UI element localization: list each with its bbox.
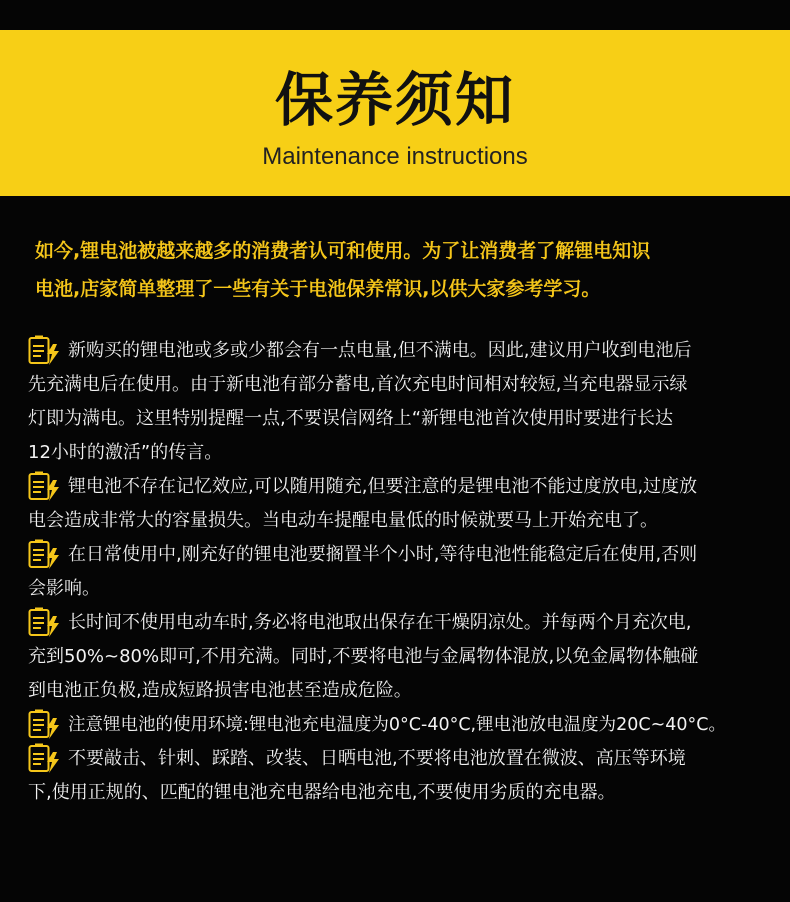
battery-document-icon <box>28 743 62 775</box>
intro-line: 如今,锂电池被越来越多的消费者认可和使用。为了让消费者了解锂电知识 <box>35 240 651 262</box>
battery-document-icon <box>28 335 62 367</box>
tip-line: 充到50%~80%即可,不用充满。同时,不要将电池与金属物体混放,以免金属物体触碰 <box>28 646 699 667</box>
tip-line: 下,使用正规的、匹配的锂电池充电器给电池充电,不要使用劣质的充电器。 <box>28 782 616 803</box>
tip-item <box>28 538 786 606</box>
tip-line: 电会造成非常大的容量损失。当电动车提醒电量低的时候就要马上开始充电了。 <box>28 510 658 531</box>
tip-line: 注意锂电池的使用环境:锂电池充电温度为0°C-40°C,锂电池放电温度为20C~40°C。 <box>68 715 726 735</box>
page-title: 保养须知 <box>274 66 515 134</box>
tip-item <box>28 708 786 742</box>
battery-document-icon <box>28 709 62 741</box>
tip-item <box>28 606 786 708</box>
tip-line: 先充满电后在使用。由于新电池有部分蓄电,首次充电时间相对较短,当充电器显示绿 <box>28 374 688 395</box>
tip-line: 会影响。 <box>28 578 100 599</box>
tip-line: 锂电池不存在记忆效应,可以随用随充,但要注意的是锂电池不能过度放电,过度放 <box>68 476 698 497</box>
tip-item <box>28 470 786 538</box>
tip-line: 不要敲击、针刺、踩踏、改装、日晒电池,不要将电池放置在微波、高压等环境 <box>68 748 686 769</box>
tip-line: 到电池正负极,造成短路损害电池甚至造成危险。 <box>28 680 412 701</box>
tip-item <box>28 334 786 470</box>
battery-document-icon <box>28 471 62 503</box>
intro-line: 电池,店家简单整理了一些有关于电池保养常识,以供大家参考学习。 <box>35 278 601 300</box>
top-dark-strip <box>0 0 790 30</box>
battery-document-icon <box>28 607 62 639</box>
tip-item <box>28 742 786 810</box>
tip-line: 灯即为满电。这里特别提醒一点,不要误信网络上“新锂电池首次使用时要进行长达 <box>28 408 674 429</box>
tip-line: 在日常使用中,刚充好的锂电池要搁置半个小时,等待电池性能稳定后在使用,否则 <box>68 544 698 565</box>
tip-line: 新购买的锂电池或多或少都会有一点电量,但不满电。因此,建议用户收到电池后 <box>68 340 692 361</box>
maintenance-tips-list <box>28 334 786 810</box>
battery-document-icon <box>28 539 62 571</box>
tip-line: 长时间不使用电动车时,务必将电池取出保存在干燥阴凉处。并每两个月充次电, <box>68 612 692 633</box>
tip-line: 12小时的激活”的传言。 <box>28 442 223 463</box>
intro-paragraph <box>35 232 765 308</box>
page-subtitle: Maintenance instructions <box>262 143 528 170</box>
